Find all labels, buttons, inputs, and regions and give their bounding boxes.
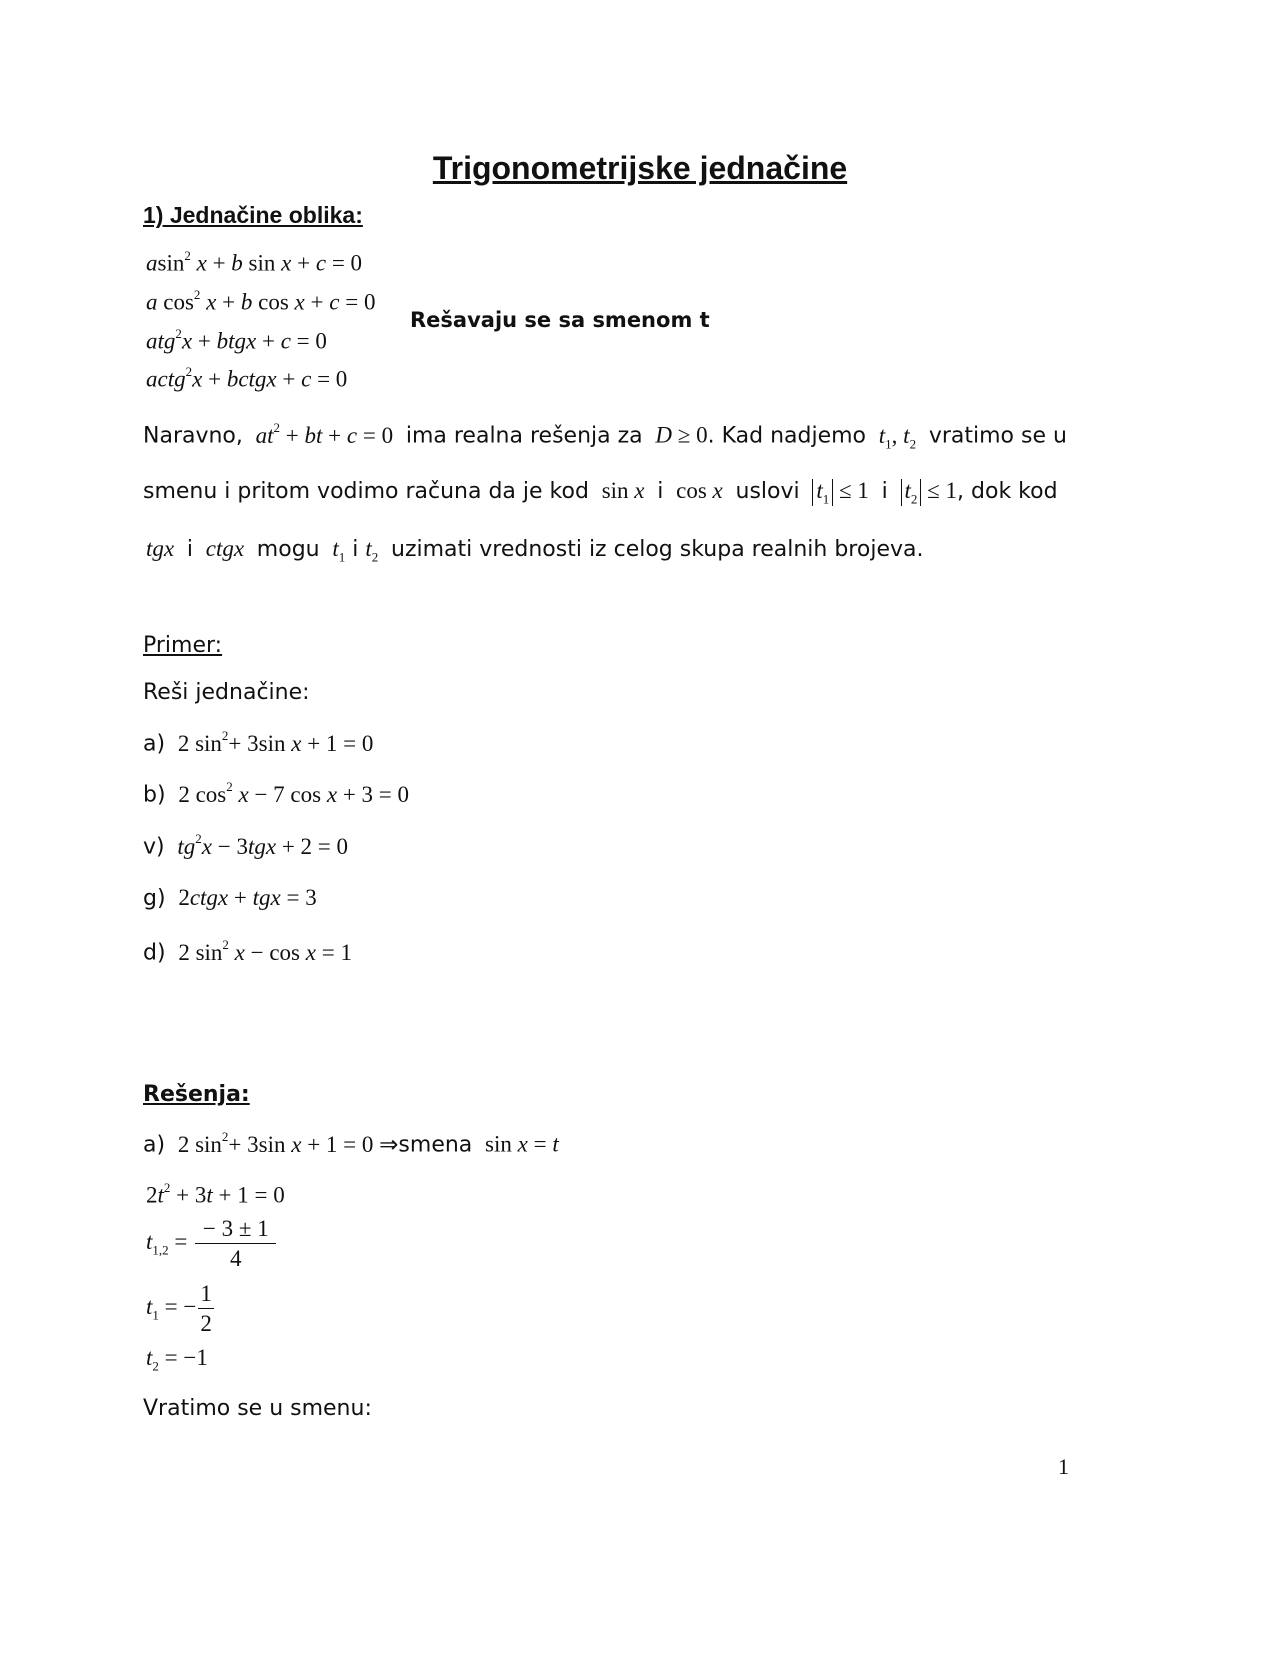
condition-t2: $t_2 \le 1$ <box>895 478 957 503</box>
exercise-label: v) <box>143 834 165 860</box>
return-substitution-text: Vratimo se u smenu: <box>143 1396 372 1421</box>
equation-form-cos: a $\cos^2 x + b$ cos x + c = 0 <box>146 287 376 315</box>
cos-x-term: cos x <box>670 478 723 503</box>
primer-heading: Primer: <box>143 633 223 658</box>
sin-x-term: sin x <box>595 478 645 503</box>
exercise-a <box>143 730 373 757</box>
quadratic-equation: $2t^2 + 3t + 1 = 0$ <box>146 1180 285 1208</box>
page-number: 1 <box>1058 1454 1069 1479</box>
primer-intro: Reši jednačine: <box>143 680 310 705</box>
solution-label: a) <box>143 1132 166 1158</box>
equation-form-sin: asin$^2$ x + b sin x + c = 0 <box>146 248 363 276</box>
text-mogu: mogu <box>256 537 320 562</box>
resenja-heading: Rešenja: <box>143 1082 250 1107</box>
exercise-v <box>143 833 348 860</box>
text-real-solutions: ima realna rešenja za <box>405 423 643 449</box>
text-naravno: Naravno, <box>143 423 243 449</box>
exercise-d <box>143 939 352 966</box>
page-title: Trigonometrijske jednačine <box>432 150 848 186</box>
text-smena: smena <box>398 1132 473 1158</box>
section-heading-forms: 1) Jednačine oblika: <box>143 202 363 228</box>
text-uslovi: uslovi <box>735 479 800 504</box>
solution-a-line <box>143 1131 559 1158</box>
text-i-3: i <box>186 537 193 562</box>
exercise-equation: 2ctgx + tgx = 3 <box>172 885 317 910</box>
roots-t1-t2: $t_1$, $t_2$ <box>878 422 917 452</box>
substitution-note: Rešavaju se sa smenom t <box>410 308 710 332</box>
exercise-equation: $tg^2x - 3tgx + 2 = 0$ <box>177 831 349 859</box>
text-i: i <box>657 479 664 504</box>
text-dok-kod: , dok kod <box>957 479 1058 504</box>
equation-form-ctg: actg$^2$x + bctgx + c = 0 <box>146 364 348 392</box>
text-i-2: i <box>881 479 888 504</box>
substitution-equation: sin x = t <box>479 1131 559 1157</box>
exercise-label: g) <box>143 886 166 911</box>
paragraph-line-1 <box>143 422 1067 452</box>
root-t2: $t_2 = -1$ <box>146 1345 208 1374</box>
paragraph-line-3 <box>146 536 923 566</box>
solution-equation: 2 $\sin^2+ 3\sin$ x + 1 = 0 ⇒ <box>172 1129 399 1157</box>
quadratic-in-t: $at^2$ + bt + c = 0 <box>255 420 399 448</box>
discriminant-condition: D ≥ 0 <box>655 422 708 448</box>
exercise-equation: 2 $\sin^2+ 3\sin$ x + 1 = 0 <box>172 728 374 756</box>
condition-t1: $t_1 \le 1$ <box>807 478 875 503</box>
text-real-range: uzimati vrednosti iz celog skupa realnih brojeva. <box>391 537 924 562</box>
text-kad-nadjemo: . Kad nadjemo <box>707 423 867 449</box>
t2-term: $t_2$ <box>365 536 379 565</box>
text-smenu: smenu i pritom vodimo računa da je kod <box>143 479 589 504</box>
exercise-equation: 2 $\sin^2 x - \cos x = 1$ <box>172 937 352 965</box>
tgx-term: tgx <box>146 536 175 561</box>
exercise-b <box>143 781 409 808</box>
exercise-g <box>143 885 317 911</box>
exercise-label: d) <box>143 940 166 966</box>
paragraph-line-2 <box>143 478 1058 506</box>
t1-term: $t_1$ <box>332 536 346 565</box>
exercise-equation: 2 $\cos^2 x - 7$ cos x + 3 = 0 <box>172 779 410 807</box>
root-t1: $t_1$ = − $\frac{1}{2}$ <box>146 1281 212 1337</box>
text-vratimo: vratimo se u <box>928 423 1067 449</box>
exercise-label: a) <box>143 731 166 757</box>
exercise-label: b) <box>143 782 166 808</box>
ctgx-term: ctgx <box>205 536 245 561</box>
roots-formula: $t_{1,2}$ = $\frac{- 3 \pm 1}{4}$ <box>146 1216 275 1272</box>
equation-form-tg: atg$^2$x + btgx + c = 0 <box>146 326 327 354</box>
text-i-4: i <box>352 537 359 562</box>
